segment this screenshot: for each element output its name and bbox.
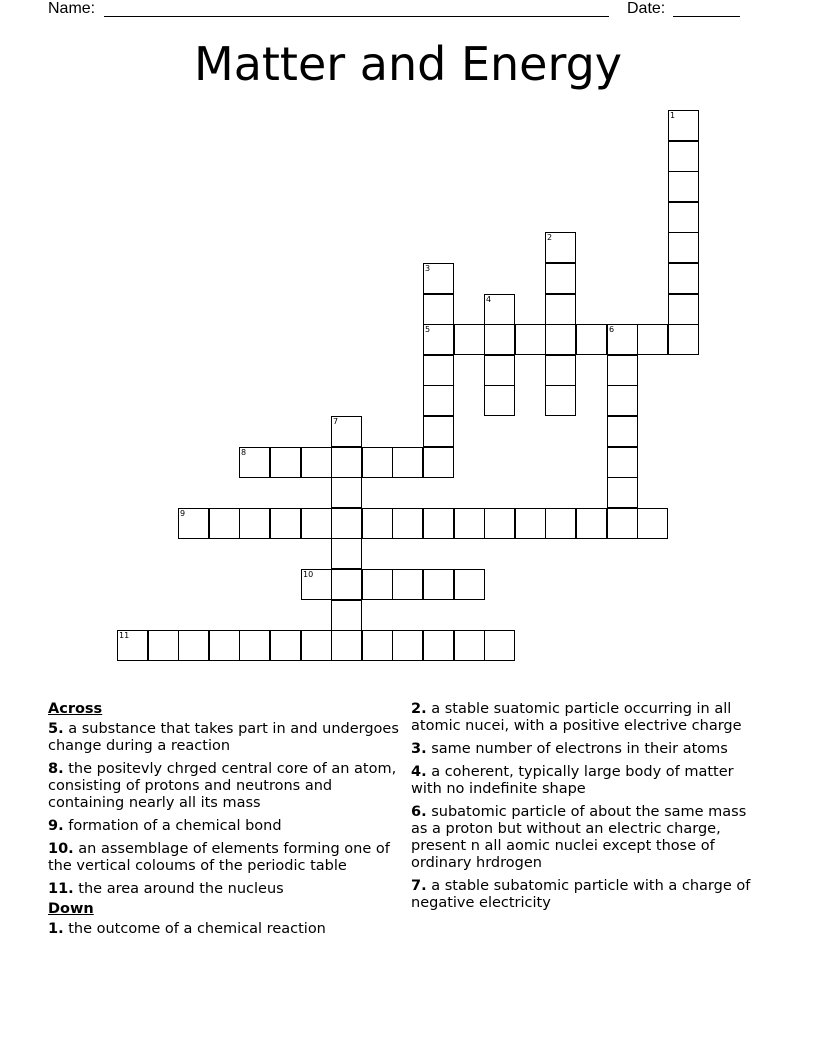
crossword-cell[interactable] [545,263,576,294]
crossword-cell[interactable] [637,508,668,539]
clue-number: 9. [48,818,64,834]
crossword-cell[interactable] [209,508,240,539]
crossword-cell[interactable] [423,324,454,355]
crossword-cell[interactable] [331,569,362,600]
crossword-cell[interactable] [392,447,423,478]
clue-number-label: 4 [486,295,492,304]
crossword-cell[interactable] [637,324,668,355]
crossword-cell[interactable] [209,630,240,661]
crossword-cell[interactable] [668,141,699,172]
crossword-cell[interactable] [607,355,638,386]
crossword-cell[interactable] [423,447,454,478]
clue-number: 8. [48,761,64,777]
clue-number: 10. [48,841,74,857]
crossword-cell[interactable] [331,508,362,539]
crossword-cell[interactable] [668,171,699,202]
crossword-cell[interactable] [392,508,423,539]
crossword-cell[interactable] [362,569,393,600]
crossword-cell[interactable] [331,538,362,569]
down-heading: Down [48,901,94,917]
crossword-cell[interactable] [668,263,699,294]
clue-number: 5. [48,721,64,737]
clue-number-label: 10 [303,570,314,579]
crossword-cell[interactable] [668,232,699,263]
crossword-cell[interactable] [423,385,454,416]
clue-across-8 [48,761,406,812]
crossword-cell[interactable] [515,324,546,355]
crossword-cell[interactable] [454,630,485,661]
crossword-cell[interactable] [423,355,454,386]
crossword-cell[interactable] [117,630,148,661]
crossword-cell[interactable] [545,385,576,416]
clues-right-column [411,701,756,918]
clue-number-label: 5 [425,325,431,334]
crossword-cell[interactable] [545,294,576,325]
crossword-cell[interactable] [607,385,638,416]
crossword-cell[interactable] [392,630,423,661]
crossword-cell[interactable] [607,324,638,355]
clue-text: a stable suatomic particle occurring in all atomic nucei, with a positive electrive charge [411,701,742,734]
clue-number-label: 3 [425,264,431,273]
crossword-cell[interactable] [545,355,576,386]
clue-number: 3. [411,741,427,757]
clue-text: a substance that takes part in and undergoes change during a reaction [48,721,399,754]
clue-number-label: 7 [333,417,339,426]
crossword-cell[interactable] [484,324,515,355]
crossword-cell[interactable] [423,630,454,661]
clue-number: 6. [411,804,427,820]
clue-text: a stable subatomic particle with a charge of negative electricity [411,878,751,911]
clue-text: the outcome of a chemical reaction [68,921,326,937]
clue-down-1 [48,921,406,938]
crossword-cell[interactable] [178,508,209,539]
crossword-cell[interactable] [331,447,362,478]
clue-text: the positevly chrged central core of an atom, consisting of protons and neutrons and containing nearly all its mass [48,761,397,811]
crossword-cell[interactable] [545,324,576,355]
crossword-cell[interactable] [607,508,638,539]
clue-across-5 [48,721,406,755]
crossword-cell[interactable] [239,630,270,661]
crossword-cell[interactable] [484,294,515,325]
clue-number-label: 2 [547,233,553,242]
crossword-cell[interactable] [607,416,638,447]
crossword-cell[interactable] [607,477,638,508]
crossword-cell[interactable] [148,630,179,661]
name-label: Name: [48,0,96,17]
crossword-cell[interactable] [178,630,209,661]
crossword-cell[interactable] [576,508,607,539]
crossword-cell[interactable] [423,263,454,294]
clue-number: 11. [48,881,74,897]
clue-number-label: 11 [119,631,130,640]
crossword-cell[interactable] [423,569,454,600]
crossword-cell[interactable] [515,508,546,539]
clue-number: 1. [48,921,64,937]
clues-left-column [48,701,406,944]
crossword-cell[interactable] [454,324,485,355]
crossword-cell[interactable] [423,508,454,539]
clue-number-label: 9 [180,509,186,518]
crossword-cell[interactable] [301,508,332,539]
crossword-cell[interactable] [668,110,699,141]
clue-down-4 [411,764,756,798]
clue-across-10 [48,841,406,875]
clue-down-3 [411,741,756,758]
clue-text: a coherent, typically large body of matter with no indefinite shape [411,764,734,797]
crossword-cell[interactable] [362,630,393,661]
clue-number: 2. [411,701,427,717]
crossword-cell[interactable] [545,508,576,539]
crossword-cell[interactable] [331,600,362,631]
crossword-cell[interactable] [270,447,301,478]
crossword-cell[interactable] [362,447,393,478]
crossword-cell[interactable] [392,569,423,600]
clue-down-6 [411,804,756,872]
crossword-cell[interactable] [607,447,638,478]
clue-number-label: 1 [670,111,676,120]
clue-down-7 [411,878,756,912]
crossword-cell[interactable] [362,508,393,539]
clue-number: 7. [411,878,427,894]
crossword-cell[interactable] [301,569,332,600]
crossword-cell[interactable] [239,508,270,539]
across-heading: Across [48,701,103,717]
clue-text: the area around the nucleus [78,881,284,897]
crossword-cell[interactable] [331,477,362,508]
crossword-cell[interactable] [484,385,515,416]
crossword-cell[interactable] [301,447,332,478]
clue-number-label: 8 [241,448,247,457]
clue-text: an assemblage of elements forming one of the vertical coloums of the periodic table [48,841,390,874]
clue-text: formation of a chemical bond [68,818,282,834]
crossword-cell[interactable] [668,324,699,355]
clue-text: subatomic particle of about the same mass as a proton but without an electric charge, present n all aomic nuclei except those of ordinary hrdrogen [411,804,747,871]
crossword-cell[interactable] [484,355,515,386]
crossword-cell[interactable] [545,232,576,263]
crossword-cell[interactable] [423,416,454,447]
clue-number: 4. [411,764,427,780]
crossword-cell[interactable] [423,294,454,325]
crossword-cell[interactable] [270,508,301,539]
page-title: Matter and Energy [194,37,622,91]
crossword-cell[interactable] [239,447,270,478]
clue-number-label: 6 [609,325,615,334]
clue-across-11 [48,881,406,898]
clue-down-2 [411,701,756,735]
date-label: Date: [627,0,666,17]
crossword-cell[interactable] [668,202,699,233]
crossword-cell[interactable] [484,630,515,661]
crossword-cell[interactable] [454,508,485,539]
crossword-cell[interactable] [270,630,301,661]
crossword-cell[interactable] [331,416,362,447]
clue-across-9 [48,818,406,835]
clue-text: same number of electrons in their atoms [431,741,728,757]
crossword-cell[interactable] [331,630,362,661]
crossword-cell[interactable] [668,294,699,325]
crossword-cell[interactable] [301,630,332,661]
crossword-cell[interactable] [484,508,515,539]
crossword-cell[interactable] [454,569,485,600]
crossword-cell[interactable] [576,324,607,355]
